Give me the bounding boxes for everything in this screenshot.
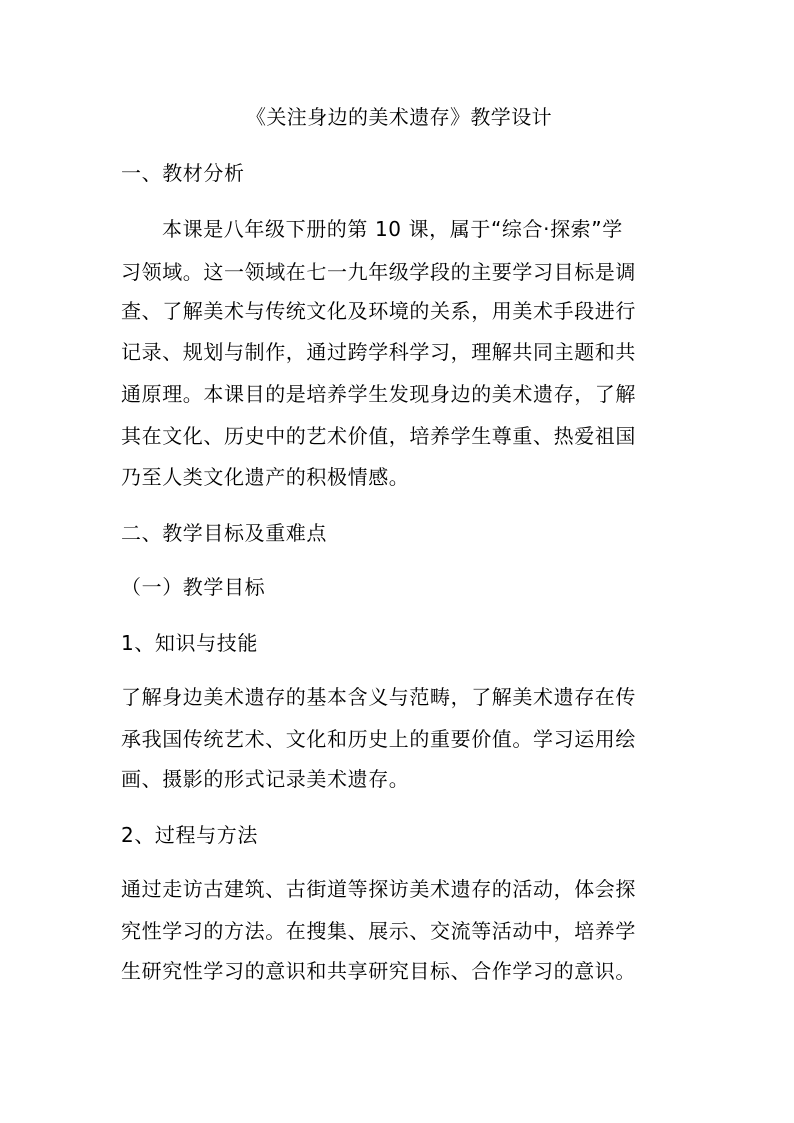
paragraph-line: 通过走访古建筑、古街道等探访美术遗存的活动，体会探 — [121, 877, 636, 901]
document-title: 《关注身边的美术遗存》教学设计 — [246, 105, 552, 129]
goal-heading-knowledge: 1、知识与技能 — [121, 631, 258, 655]
paragraph-line: 记录、规划与制作，通过跨学科学习，理解共同主题和共 — [121, 340, 636, 364]
paragraph-line: 生研究性学习的意识和共享研究目标、合作学习的意识。 — [121, 959, 636, 983]
paragraph-line: 其在文化、历史中的艺术价值，培养学生尊重、热爱祖国 — [121, 424, 636, 448]
paragraph-line: 本课是八年级下册的第 10 课，属于“综合·探索”学 — [162, 217, 623, 241]
paragraph-line: 了解身边美术遗存的基本含义与范畴，了解美术遗存在传 — [121, 685, 636, 709]
paragraph-line: 乃至人类文化遗产的积极情感。 — [121, 465, 410, 489]
section-heading-goals: 二、教学目标及重难点 — [121, 521, 327, 545]
paragraph-line: 画、摄影的形式记录美术遗存。 — [121, 767, 410, 791]
section-heading-analysis: 一、教材分析 — [121, 161, 245, 185]
subsection-heading-goals: （一）教学目标 — [121, 575, 266, 599]
goal-heading-process: 2、过程与方法 — [121, 823, 258, 847]
paragraph-line: 承我国传统艺术、文化和历史上的重要价值。学习运用绘 — [121, 727, 636, 751]
paragraph-line: 究性学习的方法。在搜集、展示、交流等活动中，培养学 — [121, 919, 636, 943]
paragraph-line: 通原理。本课目的是培养学生发现身边的美术遗存，了解 — [121, 382, 636, 406]
paragraph-line: 习领域。这一领域在七一九年级学段的主要学习目标是调 — [121, 260, 636, 284]
paragraph-line: 查、了解美术与传统文化及环境的关系，用美术手段进行 — [121, 299, 636, 323]
